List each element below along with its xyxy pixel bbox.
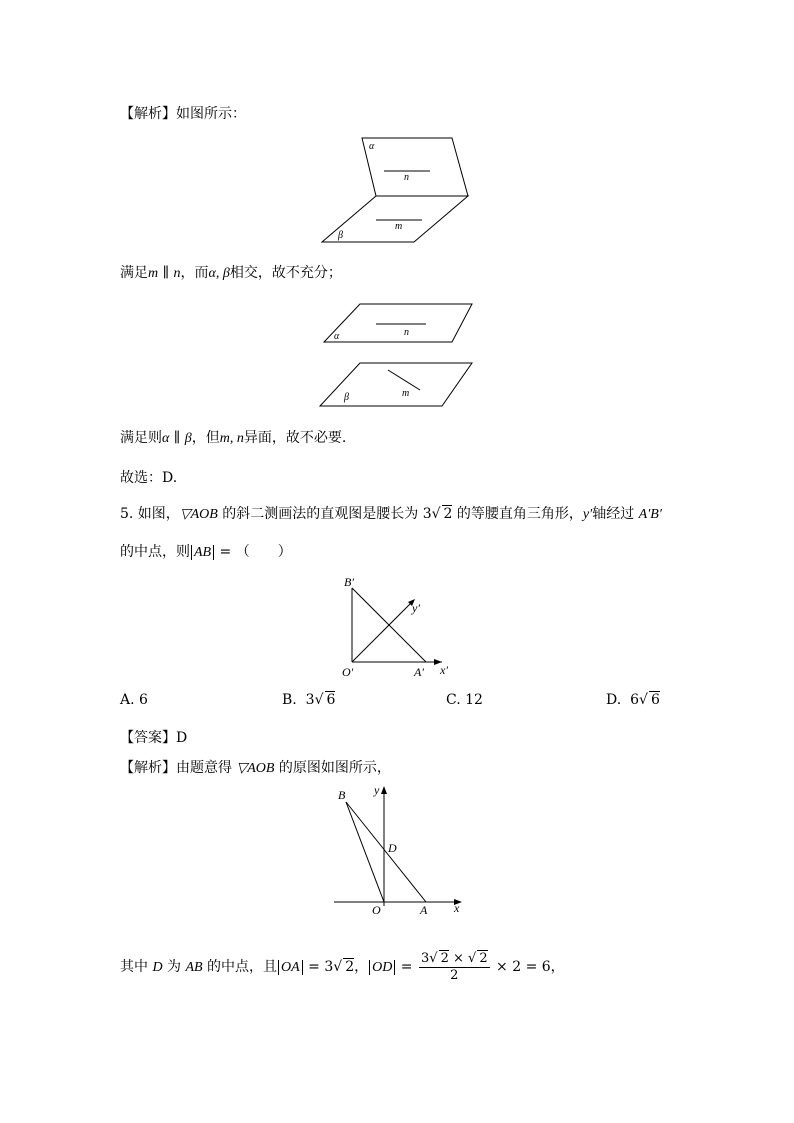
label-m: m xyxy=(395,221,403,232)
text: = （ ） xyxy=(215,544,292,560)
figure-parallel-planes xyxy=(318,300,478,412)
analysis-line-1 xyxy=(120,104,246,124)
condition-line-1 xyxy=(120,263,342,284)
fraction xyxy=(419,951,490,984)
radicand: 2 xyxy=(479,950,488,966)
text: = 3 xyxy=(303,959,334,975)
label-xprime: x′ xyxy=(440,663,448,677)
option-b-coef: 3 xyxy=(305,692,315,708)
option-c[interactable] xyxy=(446,690,483,710)
sqrt: √ 2 xyxy=(333,959,355,975)
option-a[interactable] xyxy=(120,690,148,710)
figure-original-graph xyxy=(328,782,468,918)
var-ab: AB xyxy=(185,960,203,975)
text: 由题意得 xyxy=(176,760,237,776)
abs-od: OD xyxy=(369,960,395,975)
label-b: B xyxy=(338,788,346,802)
text: 的中点，则 xyxy=(120,544,190,560)
text: 异面，故不必要. xyxy=(243,430,347,446)
coef: 3 xyxy=(420,950,430,966)
analysis-label: 【解析】 xyxy=(120,106,176,122)
times: × xyxy=(448,950,469,966)
var-d: D xyxy=(152,960,163,975)
coef: 3 xyxy=(422,506,432,522)
analysis-text: 如图所示： xyxy=(176,106,246,122)
var-m-n: m, n xyxy=(219,431,244,446)
answer-label: 【答案】 xyxy=(120,730,176,746)
triangle-aob: ▽AOB xyxy=(179,507,218,522)
radicand: 2 xyxy=(345,959,355,975)
label-a: A xyxy=(420,903,428,917)
sqrt: √ 6 xyxy=(639,692,660,708)
label-n: n xyxy=(404,172,409,183)
label-oprime: O′ xyxy=(342,665,354,679)
label-o: O xyxy=(372,903,381,917)
sqrt: √ 2 xyxy=(468,950,488,966)
analysis-line-2 xyxy=(120,758,391,779)
option-b[interactable] xyxy=(282,690,335,710)
text: × 2 = 6， xyxy=(491,959,565,975)
option-d-coef: 6 xyxy=(630,692,640,708)
question-5-line-1 xyxy=(120,504,662,525)
figure-intersecting-planes xyxy=(318,134,478,246)
radicand: 6 xyxy=(326,692,336,708)
var-alpha-beta: α, β xyxy=(208,266,230,281)
text: 满足则 xyxy=(120,430,162,446)
label-m: m xyxy=(402,388,410,399)
label-x: x xyxy=(454,901,460,915)
label-y: y xyxy=(374,783,380,797)
var-n: n xyxy=(173,266,181,281)
label-bprime: B′ xyxy=(344,575,354,589)
label-n: n xyxy=(404,327,409,338)
sqrt: √ 2 xyxy=(431,506,453,522)
label-alpha: α xyxy=(369,141,375,152)
option-b-label: B. xyxy=(282,692,297,708)
radicand: 6 xyxy=(650,692,660,708)
option-d[interactable] xyxy=(606,690,660,710)
answer-line xyxy=(120,728,187,748)
label-yprime: y′ xyxy=(412,601,420,615)
text: ， xyxy=(354,959,369,975)
label-aprime: A′ xyxy=(414,665,424,679)
label-beta: β xyxy=(344,392,349,403)
option-c-text: C. 12 xyxy=(446,692,483,708)
text: 的等腰直角三角形， xyxy=(452,506,583,522)
label-beta: β xyxy=(338,230,343,241)
sqrt: √ 6 xyxy=(314,692,336,708)
parallel-symbol: ∥ xyxy=(158,265,174,281)
figure-intuitive-graph xyxy=(338,574,458,680)
label-alpha: α xyxy=(334,331,340,342)
text: 5. 如图， xyxy=(120,506,180,522)
text: 故选：D. xyxy=(120,470,178,486)
label-d: D xyxy=(388,841,397,855)
radicand: 2 xyxy=(440,950,449,966)
analysis-label: 【解析】 xyxy=(120,760,176,776)
text: ，但 xyxy=(191,430,220,446)
abs-ab: AB xyxy=(191,545,214,560)
question-5-line-2 xyxy=(120,542,292,563)
text: 的原图如图所示， xyxy=(274,760,391,776)
text: 的中点，且 xyxy=(202,959,278,975)
text: 为 xyxy=(162,959,186,975)
var-apbp: A′B′ xyxy=(638,507,662,522)
sqrt: √ 2 xyxy=(429,950,449,966)
condition-line-2 xyxy=(120,428,346,449)
parallel-symbol: ∥ xyxy=(169,430,185,446)
option-a-text: A. 6 xyxy=(120,692,148,708)
text: 满足 xyxy=(120,265,148,281)
text: 其中 xyxy=(120,959,153,975)
var-alpha: α xyxy=(162,431,170,446)
option-d-label: D. xyxy=(606,692,622,708)
denominator: 2 xyxy=(450,967,459,983)
text: 的斜二测画法的直观图是腰长为 xyxy=(217,506,423,522)
var-beta: β xyxy=(184,431,192,446)
radicand: 2 xyxy=(443,506,453,522)
answer-value: D xyxy=(176,730,188,746)
choose-line xyxy=(120,468,177,488)
text: ，而 xyxy=(180,265,209,281)
text: = xyxy=(396,959,417,975)
abs-oa: OA xyxy=(278,960,303,975)
text: 轴经过 xyxy=(592,506,639,522)
var-m: m xyxy=(148,266,159,281)
triangle-aob: ▽AOB xyxy=(236,761,275,776)
numerator xyxy=(419,951,490,968)
var-yprime: y′ xyxy=(582,507,593,522)
last-line xyxy=(120,950,565,985)
text: 相交，故不充分； xyxy=(229,265,342,281)
